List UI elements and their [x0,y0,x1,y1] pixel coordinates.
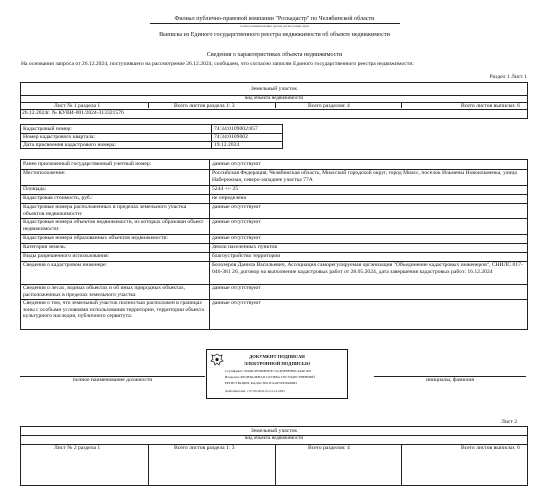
prior-number-label: Ранее присвоенный государственный учетный номер: [23,161,152,167]
divider [148,444,149,485]
prior-number-value: данные отсутствуют [212,161,261,167]
extract-number: 26.12.2024г. № КУВИ-001/2024-313321576 [22,110,124,116]
total-sheets-extract: Всего листов выписки: 6 [461,103,520,109]
ids-table [20,124,283,149]
object-type-caption: вид объекта недвижимости [244,96,304,101]
e-signature-stamp [206,349,348,399]
divider [275,102,276,108]
zone-label: Сведения о том, что земельный участок полностью расположен в границах зоны с особыми условиями использования территории, территории объекта культурного наследия, публичного сервитута: [23,300,204,319]
cadastral-value-value: не определена [212,195,246,201]
name-caption: инициалы, фамилия [426,377,474,383]
area-value: 5244 +/- 25 [212,186,239,192]
quarter-number-value: 74:34:0109002 [214,133,248,140]
engineer-label: Сведения о кадастровом инженере: [23,262,108,268]
zone-value: данные отсутствуют [212,300,261,306]
location-value: Российская Федерация, Челябинская область, Миасский городской округ, город Миасс, поселок Ильмены Новоильменка, улица Набережная, северо-западнее участка 77А [212,170,517,184]
formed-objects-label: Кадастровые номера образованных объектов недвижимости: [23,235,169,241]
assignment-date-value: 19.12.2024 [214,141,240,148]
location-label: Местоположение: [23,170,66,176]
permitted-use-value: благоустройство территории [212,253,281,259]
cadastral-value-label: Кадастровая стоимость, руб.: [23,195,93,201]
divider [21,194,527,195]
source-objects-label: Кадастровые номера объектов недвижимости, из которых образован объект недвижимости: [23,219,204,232]
position-caption: полное наименование должности [72,377,153,383]
permitted-use-label: Виды разрешенного использования: [23,253,110,259]
branch-caption: полное наименование органа регистрации прав [240,24,309,28]
object-type: Земельный участок [250,86,298,92]
cadastral-number-value: 74:34:0109002:857 [214,125,258,132]
sheet-number: Лист № 2 раздела 1 [54,445,101,451]
land-category-value: Земли населенных пунктов [212,244,277,250]
divider [401,102,402,108]
stamp-title: ДОКУМЕНТ ПОДПИСАН [249,354,305,359]
total-sheets-section: Всего листов раздела 1: 3 [174,445,235,451]
section-label: Раздел 1 Лист 1 [489,74,527,80]
info-title: Сведения о характеристиках объекта недвижимости [206,52,343,58]
total-sheets-extract: Всего листов выписки: 6 [461,445,520,451]
assignment-date-label: Дата присвоения кадастрового номера: [23,141,117,148]
cadastral-number-label: Кадастровый номер: [23,125,72,132]
branch-name: Филиал публично-правовой компании "Роскадастр" по Челябинской области [174,16,375,22]
request-line: На основании запроса от 26.12.2024, поступившего на рассмотрение 26.12.2024, сообщаем, что согласно записям Единого государственного реестра недвижимости: [21,61,414,67]
divider [211,125,212,148]
sheet-number: Лист № 1 раздела 1 [54,103,101,109]
sheet1-header-box [20,82,528,119]
stamp-subtitle: ЭЛЕКТРОННОЙ ПОДПИСЬЮ [243,361,311,366]
properties-table [20,159,528,330]
stamp-line: Действителен: с 07.09.2024 по 01.12.2025 [225,389,285,393]
land-category-label: Категория земель: [23,244,67,250]
quarter-number-label: Номер кадастрового квартала: [23,133,96,140]
natural-objects-value: данные отсутствуют [212,285,261,291]
divider [401,444,402,485]
total-sections: Всего разделов: 4 [308,103,350,109]
total-sheets-section: Всего листов раздела 1: 3 [174,103,235,109]
formed-objects-value: данные отсутствуют [212,235,261,241]
extract-title: Выписка из Единого государственного реестра недвижимости об объекте недвижимости [159,32,390,38]
inner-objects-label: Кадастровые номера расположенных в пределах земельного участка объектов недвижимости: [23,204,187,217]
divider [148,102,149,108]
area-label: Площадь: [23,186,47,192]
stamp-line: Сертификат: 00ABC4F9D0B2E3C7A1D5E8F2B6C4A9E1D3 [225,369,312,373]
object-type-caption: вид объекта недвижимости [244,436,304,441]
divider [275,444,276,485]
inner-objects-value: данные отсутствуют [212,204,261,210]
divider [21,185,527,186]
engineer-value: Белозеров Данила Васильевич, Ассоциация саморегулируемая организация "Объединение кадастровых инженеров", СНИЛС 017-046-381 26, договор на выполнение кадастровых работ от 28.05.2024, дата завершения кадастровых работ: 16.12.2024 [212,262,523,276]
total-sections: Всего разделов: 4 [308,445,350,451]
stamp-line: РЕГИСТРАЦИИ, КАДАСТРА И КАРТОГРАФИИ [225,381,297,385]
source-objects-value: данные отсутствуют [212,219,261,225]
stamp-line: Владелец: ФЕДЕРАЛЬНАЯ СЛУЖБА ГОСУДАРСТВЕННОЙ [225,375,315,379]
sheet2-header-box [20,426,528,486]
sheet2-label: Лист 2 [501,419,517,425]
natural-objects-label: Сведения о лесах, водных объектах и об иных природных объектах, расположенных в пределах земельного участка [23,285,186,298]
object-type: Земельный участок [250,428,298,434]
